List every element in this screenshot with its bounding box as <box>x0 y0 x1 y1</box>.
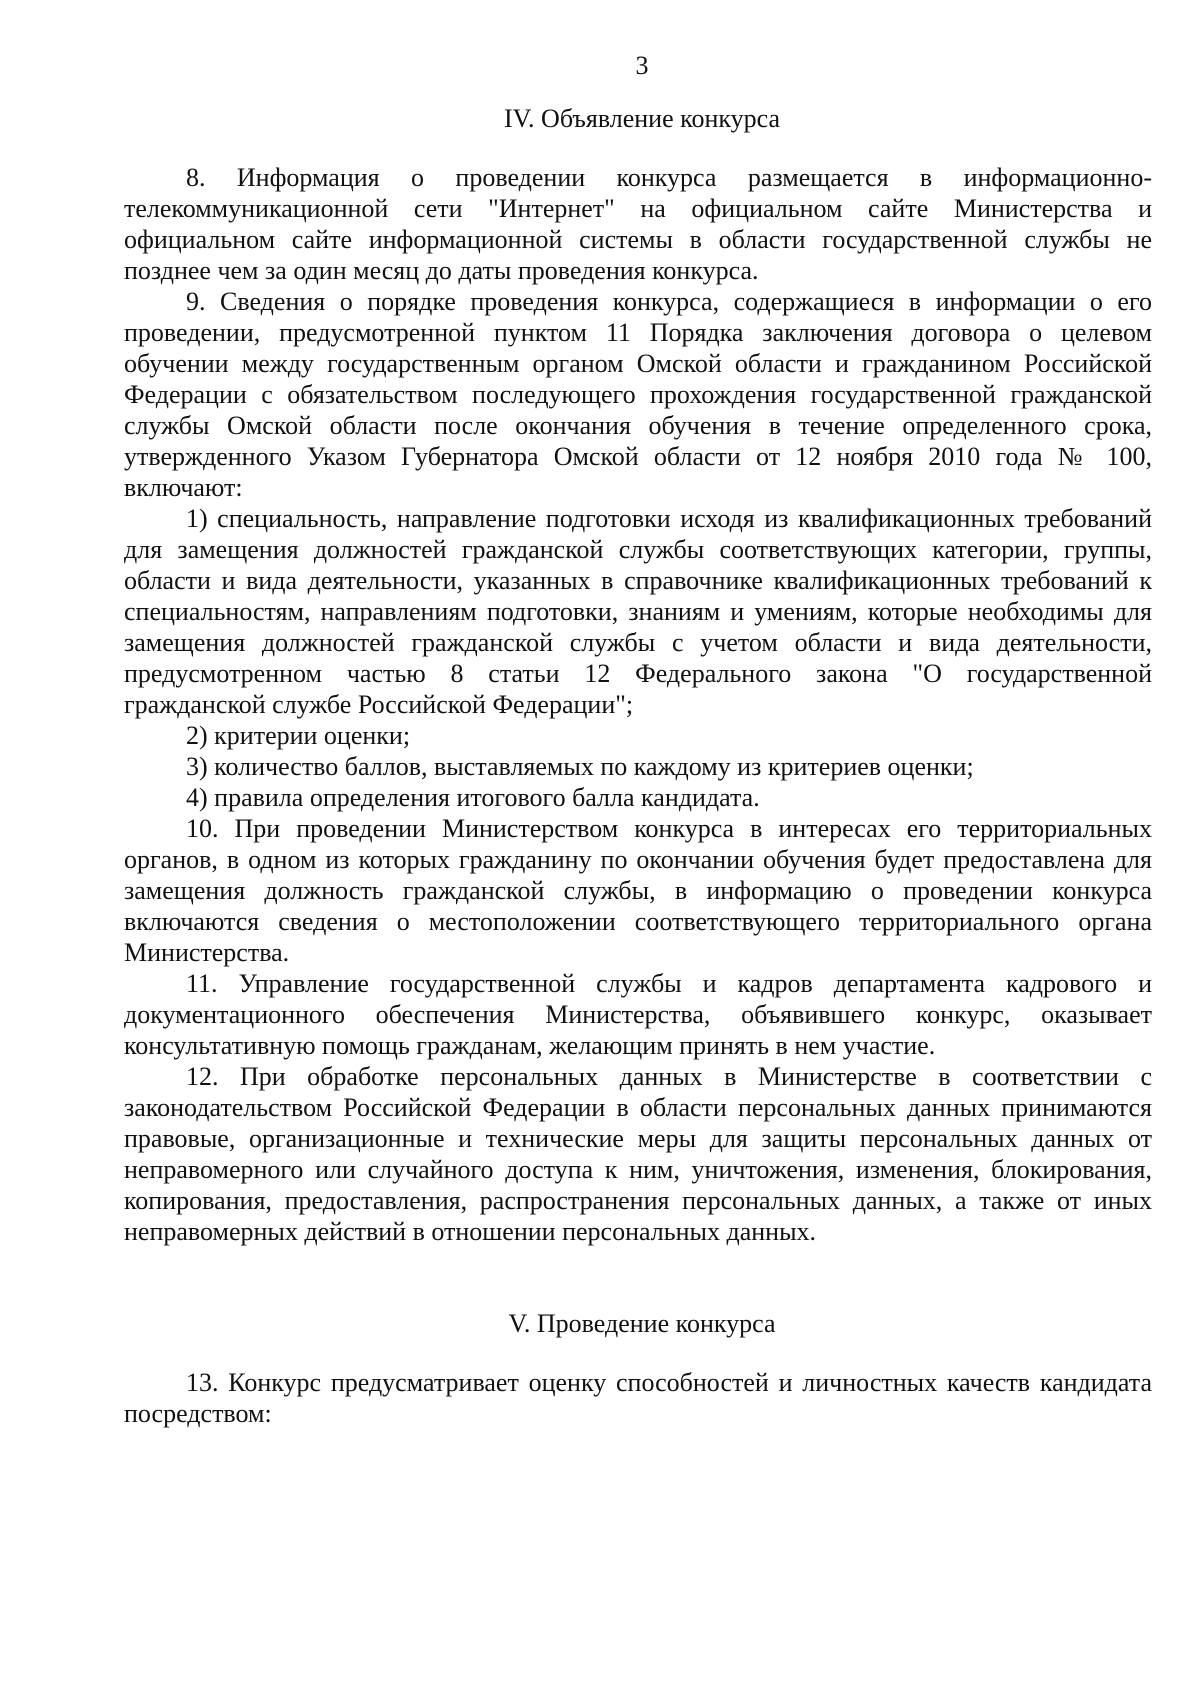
list-item: 1) специальность, направление подготовки исходя из квалификационных требований для замещения должностей гражданской службы соответствующих категории, группы, области и вида деятельности, указанных в справочнике квалификационных требований к специальностям, направлениям подготовки, знаниям и умениям, которые необходимы для замещения должностей гражданской службы с учетом области и вида деятельности, предусмотренном частью 8 статьи 12 Федерального закона "О государственной гражданской службе Российской Федерации"; <box>124 504 1152 719</box>
section-v-body <box>124 1367 1152 1429</box>
paragraph-13: 13. Конкурс предусматривает оценку способностей и личностных качеств кандидата посредством: <box>124 1368 1152 1428</box>
list-item: 4) правила определения итогового балла кандидата. <box>186 783 760 812</box>
section-heading-v: V. Проведение конкурса <box>508 1309 776 1338</box>
list-item: 3) количество баллов, выставляемых по каждому из критериев оценки; <box>186 752 974 781</box>
page-number: 3 <box>635 51 649 80</box>
list-item: 2) критерии оценки; <box>186 721 411 750</box>
paragraph-9: 9. Сведения о порядке проведения конкурса, содержащиеся в информации о его проведении, предусмотренной пунктом 11 Порядка заключения договора о целевом обучении между государственным органом Омской области и гражданином Российской Федерации с обязательством последующего прохождения государственной гражданской службы Омской области после окончания обучения в течение определенного срока, утвержденного Указом Губернатора Омской области от 12 ноября 2010 года № 100, включают: <box>124 287 1152 502</box>
paragraph-8: 8. Информация о проведении конкурса размещается в информационно-телекоммуникационной сети "Интернет" на официальном сайте Министерства и официальном сайте информационной системы в области государственной службы не позднее чем за один месяц до даты проведения конкурса. <box>124 163 1152 285</box>
paragraph-11: 11. Управление государственной службы и кадров департамента кадрового и документационного обеспечения Министерства, объявившего конкурс, оказывает консультативную помощь гражданам, желающим принять в нем участие. <box>124 969 1152 1060</box>
section-heading-iv: IV. Объявление конкурса <box>503 104 781 133</box>
section-iv-body <box>124 162 1152 1247</box>
paragraph-12: 12. При обработке персональных данных в Министерстве в соответствии с законодательством Российской Федерации в области персональных данных принимаются правовые, организационные и технические меры для защиты персональных данных от неправомерного или случайного доступа к ним, уничтожения, изменения, блокирования, копирования, предоставления, распространения персональных данных, а также от иных неправомерных действий в отношении персональных данных. <box>124 1062 1152 1246</box>
paragraph-10: 10. При проведении Министерством конкурса в интересах его территориальных органов, в одном из которых гражданину по окончании обучения будет предоставлена для замещения должность гражданской службы, в информацию о проведении конкурса включаются сведения о местоположении соответствующего территориального органа Министерства. <box>124 814 1152 967</box>
paragraph-9-list <box>124 503 1152 813</box>
